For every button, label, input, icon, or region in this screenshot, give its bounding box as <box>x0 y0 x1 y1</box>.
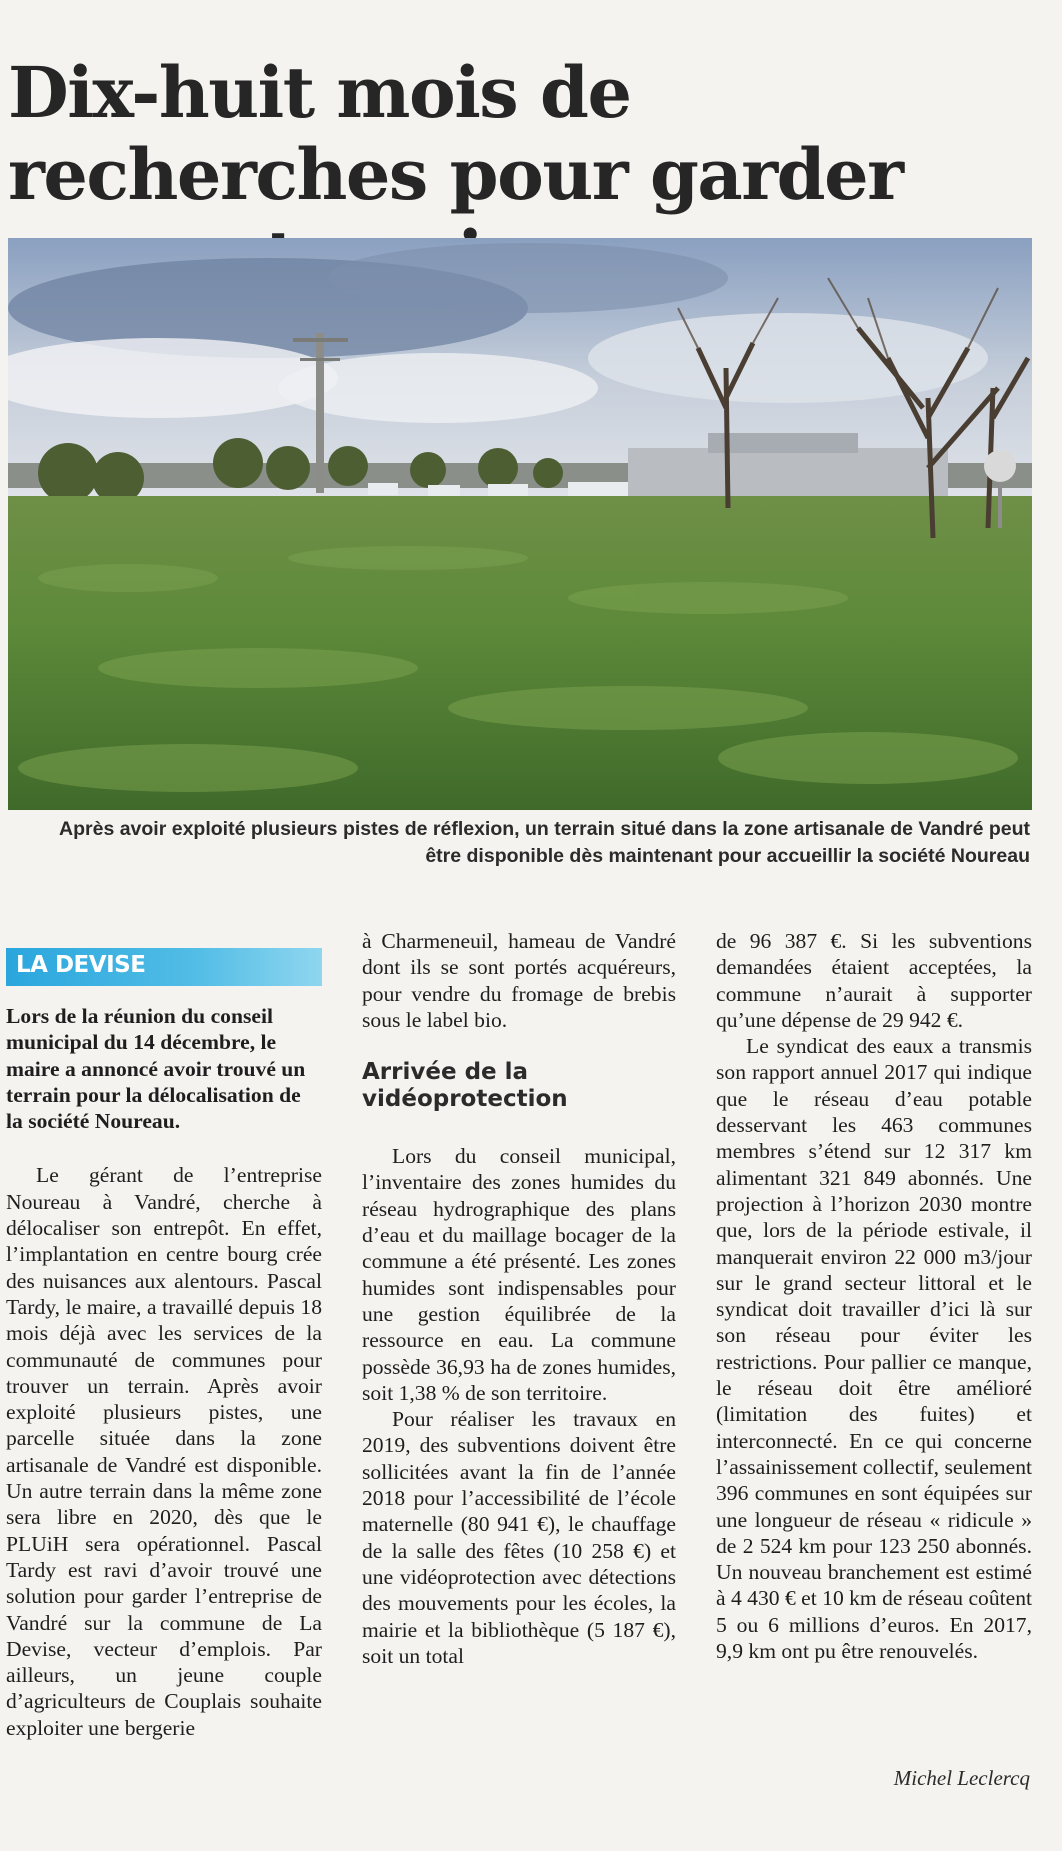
author-signature: Michel Leclercq <box>893 1766 1030 1790</box>
column-2 <box>362 928 676 1669</box>
photo-caption: Après avoir exploité plusieurs pistes de réflexion, un terrain situé dans la zone artisanale de Vandré peut être disponible dès maintenant pour accueillir la société Noureau <box>59 818 1030 867</box>
section-rubric <box>6 948 322 986</box>
body-paragraph: Pour réaliser les travaux en 2019, des subventions doivent être sollicitées avant la fin de l’année 2018 pour l’accessibilité de l’école maternelle (80 941 €), le chauffage de la salle des fêtes (10 258 €) et une vidéoprotection avec détections des mouvements pour les écoles, la mairie et la bibliothèque (5 187 €), soit un total <box>362 1407 676 1668</box>
body-paragraph: Le syndicat des eaux a transmis son rapport annuel 2017 qui indique que le réseau d’eau potable desservant les 463 communes membres s’étend sur 12 317 km alimentant 321 849 abonnés. Une projection à l’horizon 2030 montre que, lors de la période estivale, il manquerait environ 22 000 m3/jour sur le grand secteur littoral et le syndicat doit travailler d’ici là sur son réseau pour éviter les restrictions. Pour pallier ce manque, le réseau doit être amélioré (limitation des fuites) et interconnecté. En ce qui concerne l’assainissement collectif, seulement 396 communes en sont équipées sur une longueur de réseau « ridicule » de 2 524 km pour 123 250 abonnés. Un nouveau branchement est estimé à 4 430 € et 10 km de réseau coûtent 5 ou 6 millions d’euros. En 2017, 9,9 km ont pu être renouvelés. <box>716 1034 1033 1664</box>
column-3 <box>716 928 1032 1664</box>
rubric-label: LA DEVISE <box>16 952 146 978</box>
column-1 <box>6 1003 322 1741</box>
article-photo <box>8 238 1032 810</box>
body-paragraph: de 96 387 €. Si les subventions demandées étaient acceptées, la commune n’aurait à supporter qu’une dépense de 29 942 €. <box>716 929 1032 1032</box>
chapo: Lors de la réunion du conseil municipal du 14 décembre, le maire a annoncé avoir trouvé un terrain pour la délocalisation de la société Noureau. <box>6 1004 306 1134</box>
headline: Dix-huit mois de recherches pour garder <box>8 51 903 216</box>
field-photo-illustration <box>8 238 1032 810</box>
body-paragraph: Lors du conseil municipal, l’inventaire des zones humides du réseau hydrographique des plans d’eau et du maillage bocager de la commune a été présenté. Les zones humides sont indispensables pour une gestion équilibrée de la ressource en eau. La commune possède 36,93 ha de zones humides, soit 1,38 % de son territoire. <box>362 1144 676 1405</box>
body-paragraph: Le gérant de l’entreprise Noureau à Vandré, cherche à délocaliser son entrepôt. En effet, l’implantation en centre bourg crée des nuisances aux alentours. Pascal Tardy, le maire, a travaillé depuis 18 mois déjà avec les services de la communauté de communes pour trouver un terrain. Après avoir exploité plusieurs pistes, une parcelle située dans la zone artisanale de Vandré est disponible. Un autre terrain dans la même zone sera libre en 2020, dès que le PLUiH sera opérationnel. Pascal Tardy est ravi d’avoir trouvé une solution pour garder l’entreprise de Vandré sur la commune de La Devise, vecteur d’emplois. Par ailleurs, un jeune couple d’agriculteurs de Couplais souhaite exploiter une bergerie <box>6 1163 322 1740</box>
subheading: Arrivée de la vidéoprotection <box>362 1059 568 1113</box>
body-paragraph: à Charmeneuil, hameau de Vandré dont ils se sont portés acquéreurs, pour vendre du fromage de brebis sous le label bio. <box>362 929 676 1032</box>
